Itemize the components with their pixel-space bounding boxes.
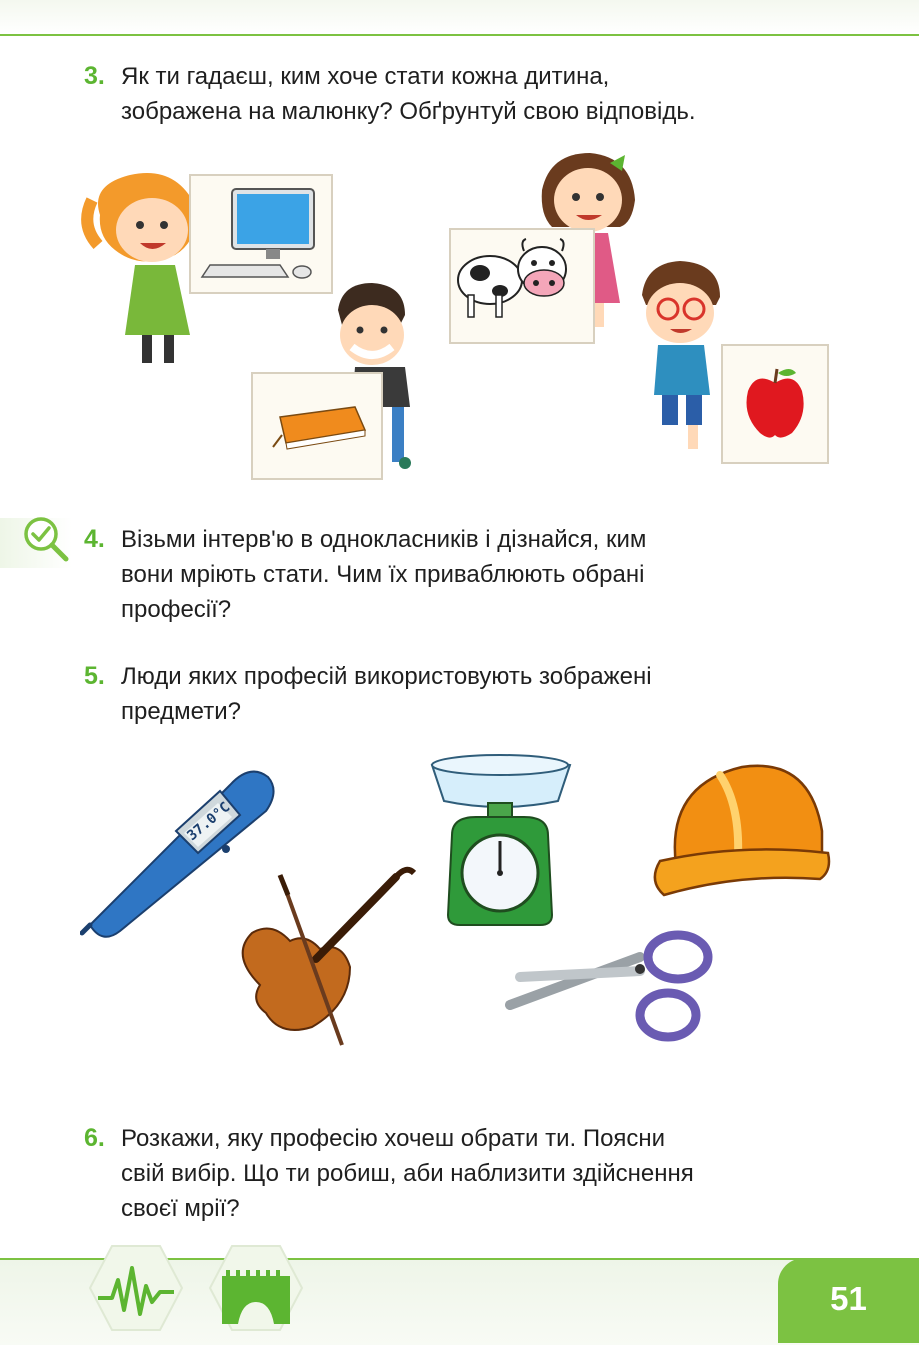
- page-number-tab: [778, 1258, 919, 1343]
- task-text-line: Як ти гадаєш, ким хоче стати кожна дитина,: [121, 63, 610, 90]
- book-card: [252, 373, 382, 479]
- magnifier-check-icon: [20, 513, 72, 565]
- apple-card: [722, 345, 828, 463]
- task-text-line: зображена на малюнку? Обґрунтуй свою відповідь.: [121, 98, 696, 125]
- task-text-line: професії?: [121, 596, 232, 623]
- computer-card: [190, 175, 332, 293]
- task-number: 6.: [84, 1124, 105, 1152]
- violin-image: [243, 870, 414, 1045]
- heartbeat-wave-icon: [88, 1240, 184, 1336]
- task-text-line: Розкажи, яку професію хочеш обрати ти. Поясни: [121, 1125, 666, 1152]
- scale-image: [432, 755, 570, 925]
- task-text-line: свій вибір. Що ти робиш, аби наблизити здійснення: [121, 1160, 694, 1187]
- girl-with-computer-figure: [87, 173, 196, 363]
- top-header-band: [0, 0, 919, 36]
- task-text: [121, 522, 841, 627]
- bridge-icon: [208, 1240, 304, 1336]
- task-text: [121, 659, 841, 729]
- page-number: 51: [830, 1280, 867, 1317]
- scissors-image: [510, 935, 708, 1037]
- task-text-line: Візьми інтерв'ю в однокласників і дізнайся, ким: [121, 526, 647, 553]
- task-number: 4.: [84, 525, 105, 553]
- children-professions-illustration: [80, 145, 840, 485]
- boy-with-apple-figure: [642, 261, 720, 449]
- task-text: [121, 1121, 841, 1226]
- thermometer-reading: 37.0°C: [184, 799, 234, 845]
- task-text-line: своєї мрії?: [121, 1195, 240, 1222]
- hard-hat-image: [655, 766, 829, 895]
- task-text-line: вони мріють стати. Чим їх приваблюють обрані: [121, 561, 645, 588]
- task-number: 5.: [84, 662, 105, 690]
- task-number: 3.: [84, 62, 105, 90]
- task-text-line: предмети?: [121, 698, 241, 725]
- task-text: [121, 59, 841, 129]
- profession-tools-illustration: [80, 745, 840, 1065]
- thermometer-image: [82, 772, 274, 937]
- task-text-line: Люди яких професій використовують зображені: [121, 663, 652, 690]
- cow-card: [450, 229, 594, 343]
